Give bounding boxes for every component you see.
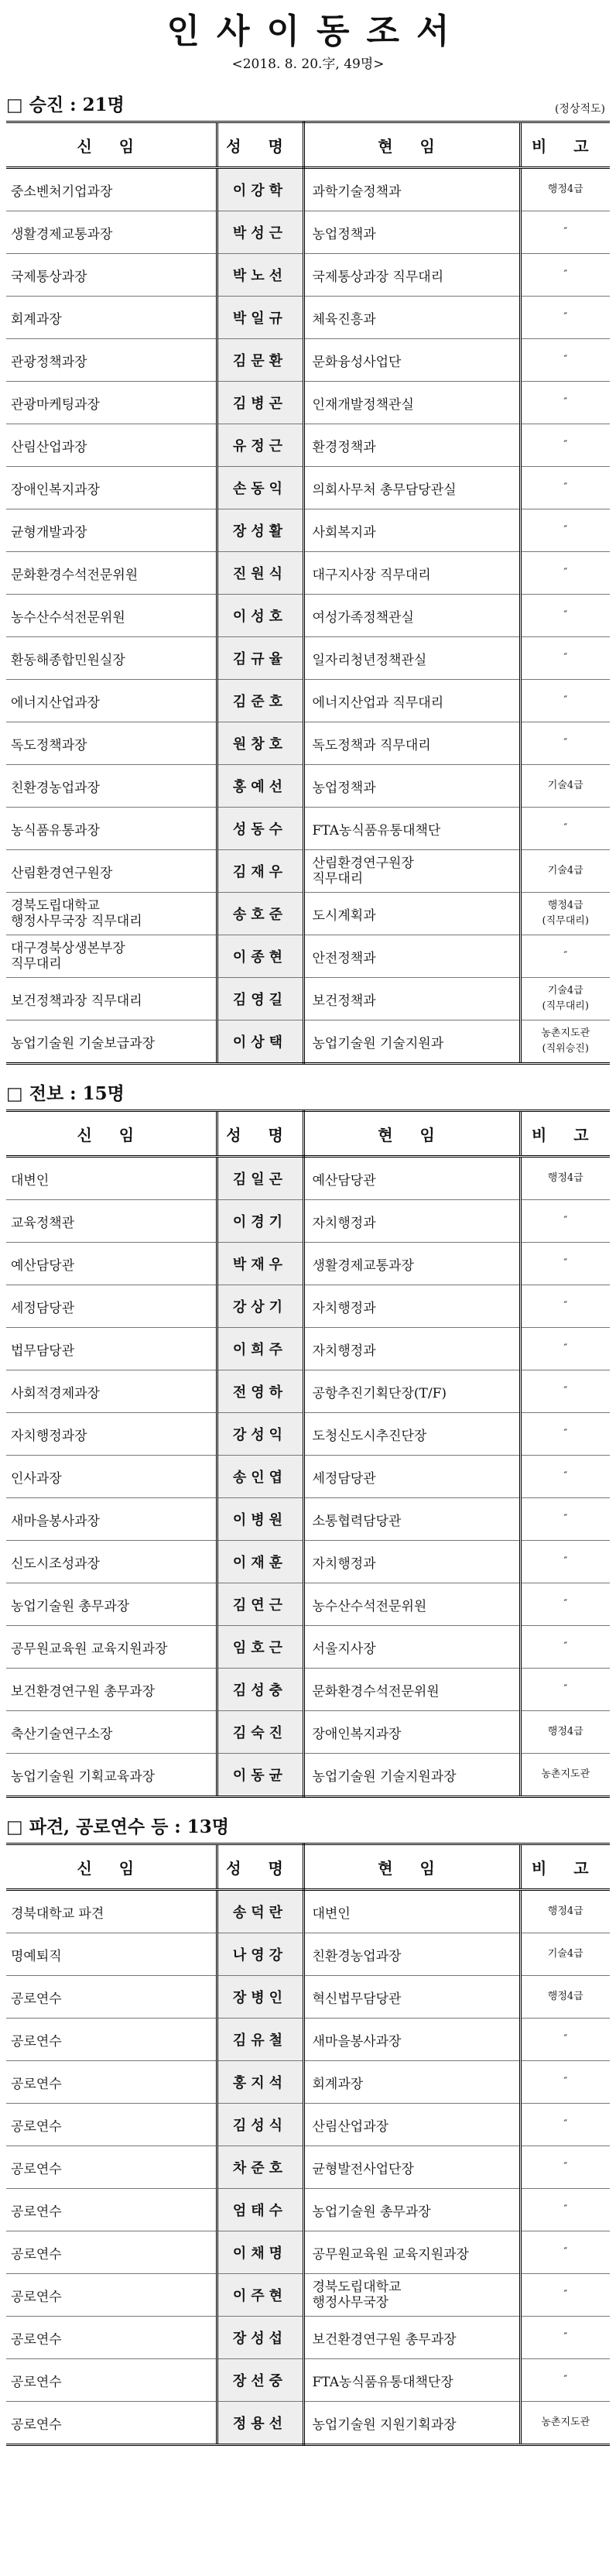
current-post-cell: 과학기술정책과	[303, 168, 520, 211]
current-post-cell: 산림산업과장	[303, 2104, 520, 2146]
table-row	[6, 2061, 610, 2104]
new-post-cell: 보건정책과장 직무대리	[6, 978, 217, 1020]
remark-cell: ″	[520, 2359, 610, 2402]
remark-cell: ″	[520, 2061, 610, 2104]
table-row	[6, 382, 610, 424]
new-post-cell: 장애인복지과장	[6, 467, 217, 509]
name-cell: 홍지석	[217, 2061, 303, 2104]
table-row	[6, 1669, 610, 1711]
new-post-cell: 인사과장	[6, 1456, 217, 1498]
table-row	[6, 254, 610, 297]
new-post-cell: 공로연수	[6, 2274, 217, 2317]
current-post-cell: 균형발전사업단장	[303, 2146, 520, 2189]
name-cell: 유정근	[217, 424, 303, 467]
name-cell: 박성근	[217, 211, 303, 254]
name-cell: 장선중	[217, 2359, 303, 2402]
current-post-cell: 농업기술원 지원기획과장	[303, 2402, 520, 2445]
remark-cell: ″	[520, 2146, 610, 2189]
name-cell: 이강학	[217, 168, 303, 211]
current-post-cell: 예산담당관	[303, 1157, 520, 1200]
section-header	[0, 1809, 616, 1843]
name-cell: 홍예선	[217, 765, 303, 808]
current-post-cell: 농업기술원 총무과장	[303, 2189, 520, 2231]
name-cell: 박일규	[217, 297, 303, 339]
new-post-cell: 공로연수	[6, 1976, 217, 2019]
remark-cell: ″	[520, 1285, 610, 1328]
remark-cell: ″	[520, 2274, 610, 2317]
name-cell: 이성호	[217, 595, 303, 637]
current-post-cell: 도시계획과	[303, 893, 520, 935]
table-row	[6, 2359, 610, 2402]
remark-cell: 농촌지도관 (직위승진)	[520, 1020, 610, 1064]
name-cell: 박노선	[217, 254, 303, 297]
current-post-cell: 공항추진기획단장(T/F)	[303, 1370, 520, 1413]
current-post-cell: 의회사무처 총무담당관실	[303, 467, 520, 509]
remark-cell: ″	[520, 722, 610, 765]
name-cell: 강성익	[217, 1413, 303, 1456]
current-post-cell: 자치행정과	[303, 1328, 520, 1370]
table-row	[6, 978, 610, 1020]
section-title: □ 승진 : 21명	[6, 94, 125, 115]
remark-cell: ″	[520, 1626, 610, 1669]
table-row	[6, 339, 610, 382]
current-post-cell: 대변인	[303, 1890, 520, 1933]
name-cell: 나영강	[217, 1933, 303, 1976]
table-row	[6, 1933, 610, 1976]
new-post-cell: 문화환경수석전문위원	[6, 552, 217, 595]
table-row	[6, 1243, 610, 1285]
name-cell: 김연근	[217, 1583, 303, 1626]
section-title: □ 전보 : 15명	[6, 1083, 125, 1104]
remark-cell: 기술4급	[520, 850, 610, 893]
name-cell: 김성식	[217, 2104, 303, 2146]
table-row	[6, 1328, 610, 1370]
sections-container	[0, 87, 616, 2446]
new-post-cell: 관광정책과장	[6, 339, 217, 382]
remark-cell: ″	[520, 339, 610, 382]
new-post-cell: 자치행정과장	[6, 1413, 217, 1456]
remark-cell: 행정4급 (직무대리)	[520, 893, 610, 935]
document-subtitle: <2018. 8. 20.字, 49명>	[231, 57, 385, 72]
name-cell: 진원식	[217, 552, 303, 595]
current-post-cell: 소통협력담당관	[303, 1498, 520, 1541]
name-cell: 원창호	[217, 722, 303, 765]
remark-cell: ″	[520, 2104, 610, 2146]
name-cell: 김규율	[217, 637, 303, 680]
current-post-cell: 생활경제교통과장	[303, 1243, 520, 1285]
remark-cell: 행정4급	[520, 1711, 610, 1754]
current-post-cell: 회계과장	[303, 2061, 520, 2104]
table-row	[6, 893, 610, 935]
remark-cell: ″	[520, 382, 610, 424]
new-post-cell: 교육정책관	[6, 1200, 217, 1243]
personnel-table	[6, 1843, 610, 2446]
current-post-cell: 장애인복지과장	[303, 1711, 520, 1754]
name-cell: 이재훈	[217, 1541, 303, 1583]
table-row	[6, 637, 610, 680]
header-current-post: 현 임	[303, 122, 520, 168]
remark-cell: ″	[520, 297, 610, 339]
new-post-cell: 농식품유통과장	[6, 808, 217, 850]
current-post-cell: 체육진흥과	[303, 297, 520, 339]
new-post-cell: 공로연수	[6, 2061, 217, 2104]
new-post-cell: 농업기술원 기획교육과장	[6, 1754, 217, 1797]
current-post-cell: 안전정책과	[303, 935, 520, 978]
name-cell: 이희주	[217, 1328, 303, 1370]
header-current-post: 현 임	[303, 1844, 520, 1890]
name-cell: 장성활	[217, 509, 303, 552]
name-cell: 송인엽	[217, 1456, 303, 1498]
table-row	[6, 595, 610, 637]
header-remarks: 비 고	[520, 1111, 610, 1157]
current-post-cell: 공무원교육원 교육지원과장	[303, 2231, 520, 2274]
table-row	[6, 1413, 610, 1456]
current-post-cell: 도청신도시추진단장	[303, 1413, 520, 1456]
section-header	[0, 87, 616, 121]
new-post-cell: 사회적경제과장	[6, 1370, 217, 1413]
table-row	[6, 1498, 610, 1541]
table-header-row	[6, 122, 610, 168]
new-post-cell: 공로연수	[6, 2019, 217, 2061]
new-post-cell: 대구경북상생본부장 직무대리	[6, 935, 217, 978]
name-cell: 김영길	[217, 978, 303, 1020]
new-post-cell: 축산기술연구소장	[6, 1711, 217, 1754]
current-post-cell: 농수산수석전문위원	[303, 1583, 520, 1626]
table-row	[6, 2231, 610, 2274]
table-row	[6, 1200, 610, 1243]
table-row	[6, 1285, 610, 1328]
remark-cell: 농촌지도관	[520, 2402, 610, 2445]
name-cell: 김일곤	[217, 1157, 303, 1200]
section-title: □ 파견, 공로연수 등 : 13명	[6, 1816, 230, 1837]
current-post-cell: 사회복지과	[303, 509, 520, 552]
remark-cell: ″	[520, 2317, 610, 2359]
new-post-cell: 회계과장	[6, 297, 217, 339]
table-row	[6, 1370, 610, 1413]
name-cell: 이채명	[217, 2231, 303, 2274]
current-post-cell: 보건환경연구원 총무과장	[303, 2317, 520, 2359]
new-post-cell: 공로연수	[6, 2402, 217, 2445]
new-post-cell: 국제통상과장	[6, 254, 217, 297]
name-cell: 이경기	[217, 1200, 303, 1243]
remark-cell: ″	[520, 808, 610, 850]
new-post-cell: 에너지산업과장	[6, 680, 217, 722]
table-row	[6, 1541, 610, 1583]
header-name: 성 명	[217, 122, 303, 168]
name-cell: 김재우	[217, 850, 303, 893]
remark-cell: ″	[520, 1541, 610, 1583]
table-row	[6, 2274, 610, 2317]
new-post-cell: 농업기술원 총무과장	[6, 1583, 217, 1626]
table-row	[6, 1890, 610, 1933]
current-post-cell: 농업정책과	[303, 765, 520, 808]
table-row	[6, 850, 610, 893]
name-cell: 정용선	[217, 2402, 303, 2445]
table-row	[6, 168, 610, 211]
remark-cell: 농촌지도관	[520, 1754, 610, 1797]
table-row	[6, 1711, 610, 1754]
table-row	[6, 2189, 610, 2231]
name-cell: 이동균	[217, 1754, 303, 1797]
current-post-cell: 보건정책과	[303, 978, 520, 1020]
new-post-cell: 산림산업과장	[6, 424, 217, 467]
current-post-cell: 친환경농업과장	[303, 1933, 520, 1976]
header-new-post: 신 임	[6, 1844, 217, 1890]
current-post-cell: 자치행정과	[303, 1541, 520, 1583]
remark-cell: ″	[520, 2019, 610, 2061]
remark-cell: 행정4급	[520, 168, 610, 211]
current-post-cell: 새마을봉사과장	[303, 2019, 520, 2061]
remark-cell: 행정4급	[520, 1157, 610, 1200]
table-row	[6, 808, 610, 850]
current-post-cell: 대구지사장 직무대리	[303, 552, 520, 595]
new-post-cell: 새마을봉사과장	[6, 1498, 217, 1541]
personnel-table	[6, 1110, 610, 1798]
new-post-cell: 공로연수	[6, 2359, 217, 2402]
remark-cell: 행정4급	[520, 1976, 610, 2019]
new-post-cell: 농수산수석전문위원	[6, 595, 217, 637]
remark-cell: 행정4급	[520, 1890, 610, 1933]
remark-cell: ″	[520, 552, 610, 595]
header-current-post: 현 임	[303, 1111, 520, 1157]
current-post-cell: 자치행정과	[303, 1285, 520, 1328]
new-post-cell: 환동해종합민원실장	[6, 637, 217, 680]
section-note: (정상적도)	[554, 103, 605, 115]
current-post-cell: 농업정책과	[303, 211, 520, 254]
name-cell: 송덕란	[217, 1890, 303, 1933]
remark-cell: ″	[520, 1498, 610, 1541]
remark-cell: 기술4급 (직무대리)	[520, 978, 610, 1020]
header-remarks: 비 고	[520, 122, 610, 168]
remark-cell: ″	[520, 1370, 610, 1413]
current-post-cell: 에너지산업과 직무대리	[303, 680, 520, 722]
current-post-cell: 경북도립대학교 행정사무국장	[303, 2274, 520, 2317]
new-post-cell: 공로연수	[6, 2231, 217, 2274]
new-post-cell: 경북도립대학교 행정사무국장 직무대리	[6, 893, 217, 935]
remark-cell: ″	[520, 1243, 610, 1285]
current-post-cell: 문화융성사업단	[303, 339, 520, 382]
name-cell: 차준호	[217, 2146, 303, 2189]
current-post-cell: 산림환경연구원장 직무대리	[303, 850, 520, 893]
table-row	[6, 1583, 610, 1626]
remark-cell: ″	[520, 1669, 610, 1711]
name-cell: 이병원	[217, 1498, 303, 1541]
name-cell: 김문환	[217, 339, 303, 382]
personnel-table	[6, 121, 610, 1065]
name-cell: 김준호	[217, 680, 303, 722]
new-post-cell: 공로연수	[6, 2146, 217, 2189]
current-post-cell: 혁신법무담당관	[303, 1976, 520, 2019]
new-post-cell: 농업기술원 기술보급과장	[6, 1020, 217, 1064]
current-post-cell: 자치행정과	[303, 1200, 520, 1243]
new-post-cell: 예산담당관	[6, 1243, 217, 1285]
current-post-cell: 일자리청년정책관실	[303, 637, 520, 680]
remark-cell: ″	[520, 254, 610, 297]
name-cell: 전영하	[217, 1370, 303, 1413]
new-post-cell: 산림환경연구원장	[6, 850, 217, 893]
remark-cell: ″	[520, 424, 610, 467]
name-cell: 송호준	[217, 893, 303, 935]
header-new-post: 신 임	[6, 1111, 217, 1157]
remark-cell: ″	[520, 935, 610, 978]
document-title: 인사이동조서	[166, 12, 467, 51]
remark-cell: ″	[520, 211, 610, 254]
table-row	[6, 2104, 610, 2146]
new-post-cell: 관광마케팅과장	[6, 382, 217, 424]
remark-cell: 기술4급	[520, 1933, 610, 1976]
new-post-cell: 균형개발과장	[6, 509, 217, 552]
section-header	[0, 1075, 616, 1110]
table-row	[6, 424, 610, 467]
remark-cell: ″	[520, 1456, 610, 1498]
remark-cell: ″	[520, 1413, 610, 1456]
current-post-cell: 세정담당관	[303, 1456, 520, 1498]
remark-cell: ″	[520, 637, 610, 680]
new-post-cell: 명예퇴직	[6, 1933, 217, 1976]
table-row	[6, 935, 610, 978]
name-cell: 김유철	[217, 2019, 303, 2061]
name-cell: 김숙진	[217, 1711, 303, 1754]
new-post-cell: 신도시조성과장	[6, 1541, 217, 1583]
table-header-row	[6, 1844, 610, 1890]
table-row	[6, 552, 610, 595]
name-cell: 임호근	[217, 1626, 303, 1669]
name-cell: 성동수	[217, 808, 303, 850]
current-post-cell: 서울지사장	[303, 1626, 520, 1669]
table-row	[6, 722, 610, 765]
remark-cell: ″	[520, 509, 610, 552]
header-name: 성 명	[217, 1111, 303, 1157]
current-post-cell: 독도정책과 직무대리	[303, 722, 520, 765]
current-post-cell: 국제통상과장 직무대리	[303, 254, 520, 297]
remark-cell: ″	[520, 467, 610, 509]
header-name: 성 명	[217, 1844, 303, 1890]
name-cell: 이상택	[217, 1020, 303, 1064]
table-row	[6, 1754, 610, 1797]
table-row	[6, 1157, 610, 1200]
name-cell: 박재우	[217, 1243, 303, 1285]
table-row	[6, 765, 610, 808]
current-post-cell: 인재개발정책관실	[303, 382, 520, 424]
table-row	[6, 2317, 610, 2359]
name-cell: 장병인	[217, 1976, 303, 2019]
current-post-cell: FTA농식품유통대책단장	[303, 2359, 520, 2402]
remark-cell: ″	[520, 2189, 610, 2231]
new-post-cell: 공로연수	[6, 2104, 217, 2146]
header-remarks: 비 고	[520, 1844, 610, 1890]
remark-cell: ″	[520, 1200, 610, 1243]
new-post-cell: 중소벤처기업과장	[6, 168, 217, 211]
table-row	[6, 1976, 610, 2019]
new-post-cell: 공무원교육원 교육지원과장	[6, 1626, 217, 1669]
new-post-cell: 대변인	[6, 1157, 217, 1200]
table-row	[6, 1626, 610, 1669]
name-cell: 엄태수	[217, 2189, 303, 2231]
new-post-cell: 친환경농업과장	[6, 765, 217, 808]
current-post-cell: 농업기술원 기술지원과장	[303, 1754, 520, 1797]
new-post-cell: 독도정책과장	[6, 722, 217, 765]
new-post-cell: 공로연수	[6, 2189, 217, 2231]
remark-cell: ″	[520, 1583, 610, 1626]
remark-cell: 기술4급	[520, 765, 610, 808]
table-row	[6, 467, 610, 509]
name-cell: 김성충	[217, 1669, 303, 1711]
current-post-cell: 환경정책과	[303, 424, 520, 467]
new-post-cell: 보건환경연구원 총무과장	[6, 1669, 217, 1711]
new-post-cell: 생활경제교통과장	[6, 211, 217, 254]
current-post-cell: 문화환경수석전문위원	[303, 1669, 520, 1711]
new-post-cell: 법무담당관	[6, 1328, 217, 1370]
name-cell: 이종현	[217, 935, 303, 978]
remark-cell: ″	[520, 2231, 610, 2274]
table-row	[6, 2402, 610, 2445]
new-post-cell: 경북대학교 파견	[6, 1890, 217, 1933]
current-post-cell: 농업기술원 기술지원과	[303, 1020, 520, 1064]
table-header-row	[6, 1111, 610, 1157]
current-post-cell: 여성가족정책관실	[303, 595, 520, 637]
name-cell: 손동익	[217, 467, 303, 509]
table-row	[6, 2146, 610, 2189]
table-row	[6, 297, 610, 339]
table-row	[6, 211, 610, 254]
name-cell: 장성섭	[217, 2317, 303, 2359]
table-row	[6, 1020, 610, 1064]
table-row	[6, 509, 610, 552]
current-post-cell: FTA농식품유통대책단	[303, 808, 520, 850]
remark-cell: ″	[520, 680, 610, 722]
table-row	[6, 1456, 610, 1498]
name-cell: 강상기	[217, 1285, 303, 1328]
table-row	[6, 680, 610, 722]
name-cell: 김병곤	[217, 382, 303, 424]
remark-cell: ″	[520, 1328, 610, 1370]
remark-cell: ″	[520, 595, 610, 637]
header-new-post: 신 임	[6, 122, 217, 168]
new-post-cell: 공로연수	[6, 2317, 217, 2359]
new-post-cell: 세정담당관	[6, 1285, 217, 1328]
table-row	[6, 2019, 610, 2061]
name-cell: 이주현	[217, 2274, 303, 2317]
